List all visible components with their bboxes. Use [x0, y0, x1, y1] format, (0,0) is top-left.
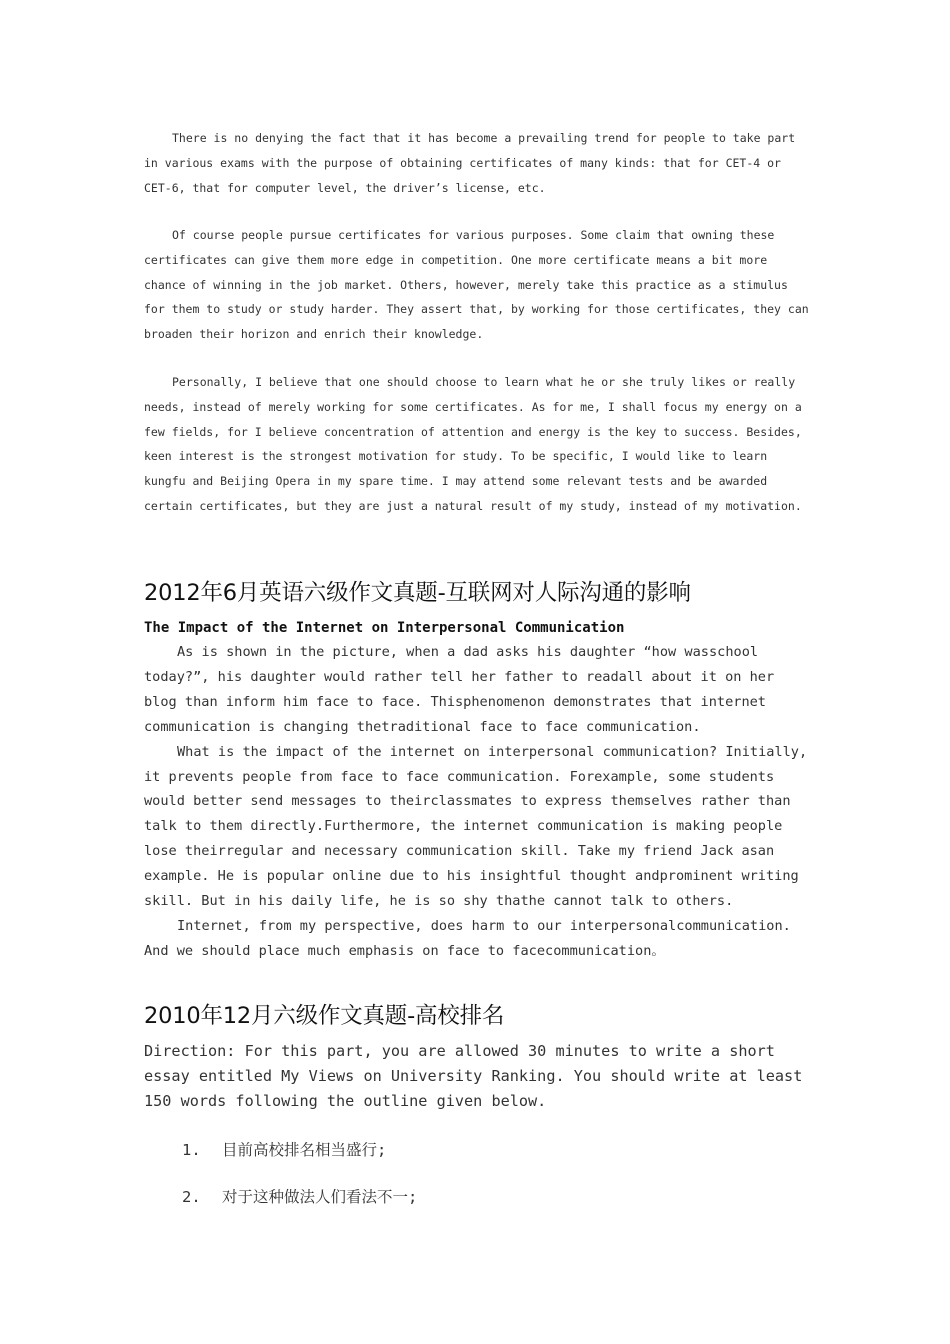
paragraph: There is no denying the fact that it has become a prevailing trend for people to take part in various exams with the purpose of obtaining certificates of many kinds: that for CET-4 or CET-6, that for computer level, the driver’s license, etc.	[144, 131, 796, 195]
outline-number: 2.	[182, 1188, 201, 1206]
paragraph: Internet, from my perspective, does harm to our interpersonalcommunication. And we should place much emphasis on face to facecommunication。	[144, 917, 791, 959]
outline-item-1	[182, 1138, 386, 1160]
direction-block	[144, 1039, 814, 1114]
outline-text: 目前高校排名相当盛行;	[222, 1141, 387, 1159]
paragraph: Personally, I believe that one should choose to learn what he or she truly likes or really needs, instead of merely working for some certificates. As for me, I shall focus my energy on a few fields, for I believe concentration of attention and energy is the key to success. Besides, keen interest is the strongest motivation for study. To be specific, I would like to learn kungfu and Beijing Opera in my spare time. I may attend some relevant tests and be awarded certain certificates, but they are just a natural result of my study, instead of my motivation.	[144, 375, 802, 513]
outline-number: 1.	[182, 1141, 201, 1159]
section-heading: 2010年12月六级作文真题-高校排名	[144, 1003, 505, 1029]
paragraph: What is the impact of the internet on interpersonal communication? Initially, it prevents people from face to face communication. Forexample, some students would better send messages to theirclassmates to express themselves rather than talk to them directly.Furthermore, the internet communication is making people lose theirregular and necessary communication skill. Take my friend Jack asan example. He is popular online due to his insightful thought andprominent writing skill. But in his daily life, he is so shy thathe cannot talk to others.	[144, 743, 808, 910]
section-internet-impact-body	[144, 616, 814, 964]
section-university-ranking	[144, 998, 814, 1030]
essay-title: The Impact of the Internet on Interpersonal Communication	[144, 620, 625, 636]
outline-text: 对于这种做法人们看法不一;	[222, 1188, 418, 1206]
section-internet-impact	[144, 575, 814, 607]
intro-paragraph-1	[144, 126, 814, 200]
paragraph: As is shown in the picture, when a dad asks his daughter “how wasschool today?”, his daughter would rather tell her father to readall about it on her blog than inform him face to face. Thisphenomenon demonstrates that internet communication is changing thetraditional face to face communication.	[144, 644, 775, 735]
intro-paragraph-2	[144, 223, 814, 347]
intro-paragraph-3	[144, 370, 814, 519]
section-heading: 2012年6月英语六级作文真题-互联网对人际沟通的影响	[144, 580, 691, 606]
outline-item-2	[182, 1185, 417, 1207]
direction-text: Direction: For this part, you are allowed 30 minutes to write a short essay entitled My Views on University Ranking. You should write at least 150 words following the outline given below.	[144, 1042, 803, 1110]
paragraph: Of course people pursue certificates for various purposes. Some claim that owning these certificates can give them more edge in competition. One more certificate means a bit more chance of winning in the job market. Others, however, merely take this practice as a stimulus for them to study or study harder. They assert that, by working for those certificates, they can broaden their horizon and enrich their knowledge.	[144, 228, 809, 342]
